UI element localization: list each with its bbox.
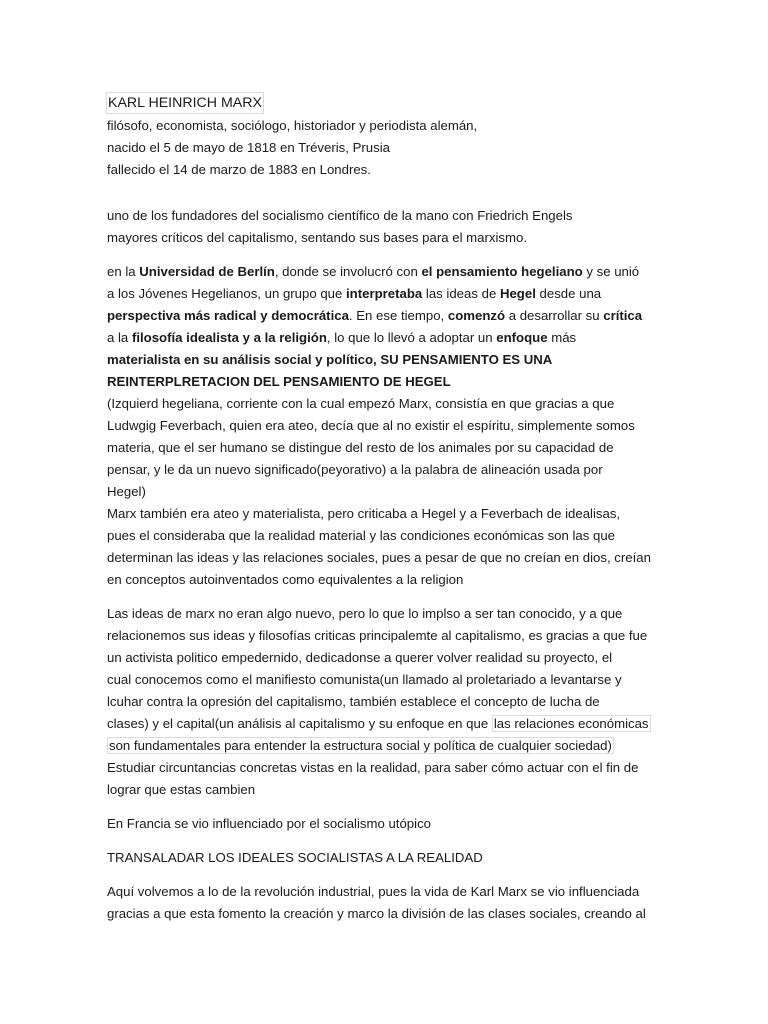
highlighted-text: las relaciones económicas (493, 716, 649, 731)
text-line: uno de los fundadores del socialismo científico de la mano con Friedrich Engels (107, 208, 573, 223)
bold-text: el pensamiento hegeliano (421, 264, 583, 279)
text-line: lograr que estas cambien (107, 782, 256, 797)
text-line: pensar, y le da un nuevo significado(peyorativo) a la palabra de alineación usada por (107, 462, 603, 477)
text-line: lcuhar contra la opresión del capitalismo, también establece el concepto de lucha de (107, 694, 600, 709)
text-line: Marx también era ateo y materialista, pero criticaba a Hegel y a Feverbach de idealisas, (107, 506, 621, 521)
text-line: gracias a que esta fomento la creación y marco la división de las clases sociales, creando al (107, 906, 646, 921)
document-title: KARL HEINRICH MARX (106, 92, 264, 114)
document-page (107, 92, 667, 925)
text-line: relacionemos sus ideas y filosofías criticas principalemte al capitalismo, es gracias a que fue (107, 628, 648, 643)
text-line: en conceptos autoinventados como equivalentes a la religion (107, 572, 464, 587)
bold-text: interpretaba (346, 286, 423, 301)
text-line: Hegel) (107, 484, 146, 499)
bold-text: Universidad de Berlín (139, 264, 275, 279)
bold-text: comenzó (447, 308, 506, 323)
francia-paragraph: En Francia se vio influenciado por el socialismo utópico (107, 816, 431, 831)
text-line: Aquí volvemos a lo de la revolución industrial, pues la vida de Karl Marx se vio influenciada (107, 884, 640, 899)
text-line: Las ideas de marx no eran algo nuevo, pero lo que lo implso a ser tan conocido, y a que (107, 606, 623, 621)
berlin-paragraph (107, 261, 667, 591)
text-line: mayores críticos del capitalismo, sentando sus bases para el marxismo. (107, 230, 527, 245)
text-line: (Izquierd hegeliana, corriente con la cual empezó Marx, consistía en que gracias a que (107, 396, 615, 411)
text-line: en la Universidad de Berlín, donde se involucró con el pensamiento hegeliano y se unió (107, 264, 640, 279)
text-line: fallecido el 14 de marzo de 1883 en Londres. (107, 162, 371, 177)
text-line: determinan las ideas y las relaciones sociales, pues a pesar de que no creían en dios, creían (107, 550, 651, 565)
bold-text: Hegel (499, 286, 536, 301)
intro-paragraph (107, 115, 667, 181)
text-line: nacido el 5 de mayo de 1818 en Tréveris, Prusia (107, 140, 390, 155)
text-line: materia, que el ser humano se distingue del resto de los animales por su capacidad de (107, 440, 614, 455)
revolucion-paragraph (107, 881, 667, 925)
text-line: pues el consideraba que la realidad material y las condiciones económicas son las que (107, 528, 616, 543)
bold-text-line: REINTERPLRETACION DEL PENSAMIENTO DE HEGEL (107, 374, 451, 389)
text-line: Estudiar circuntancias concretas vistas en la realidad, para saber cómo actuar con el fin de (107, 760, 639, 775)
text-line: cual conocemos como el manifiesto comunista(un llamado al proletariado a levantarse y (107, 672, 622, 687)
text-line: Ludwgig Feverbach, quien era ateo, decía que al no existir el espíritu, simplemente somos (107, 418, 635, 433)
text-line (107, 735, 667, 757)
section-heading: TRANSALADAR LOS IDEALES SOCIALISTAS A LA REALIDAD (107, 850, 483, 865)
bold-text-line: materialista en su análisis social y político, SU PENSAMIENTO ES UNA (107, 352, 553, 367)
text-line: perspectiva más radical y democrática. En ese tiempo, comenzó a desarrollar su crítica (107, 308, 643, 323)
text-line: a los Jóvenes Hegelianos, un grupo que interpretaba las ideas de Hegel desde una (107, 286, 602, 301)
ideas-paragraph (107, 603, 667, 801)
text-line: un activista politico empedernido, dedicadonse a querer volver realidad su proyecto, el (107, 650, 613, 665)
bold-text: crítica (603, 308, 643, 323)
text-line: a la filosofía idealista y a la religión, lo que lo llevó a adoptar un enfoque más (107, 330, 577, 345)
bold-text: perspectiva más radical y democrática (107, 308, 349, 323)
founders-paragraph (107, 205, 667, 249)
text-line: filósofo, economista, sociólogo, historiador y periodista alemán, (107, 118, 478, 133)
bold-text: enfoque (496, 330, 548, 345)
text-line: clases) y el capital(un análisis al capitalismo y su enfoque en que las relaciones económicas (107, 716, 649, 731)
bold-text: filosofía idealista y a la religión (131, 330, 327, 345)
highlighted-text: son fundamentales para entender la estructura social y política de cualquier sociedad) (109, 738, 612, 753)
